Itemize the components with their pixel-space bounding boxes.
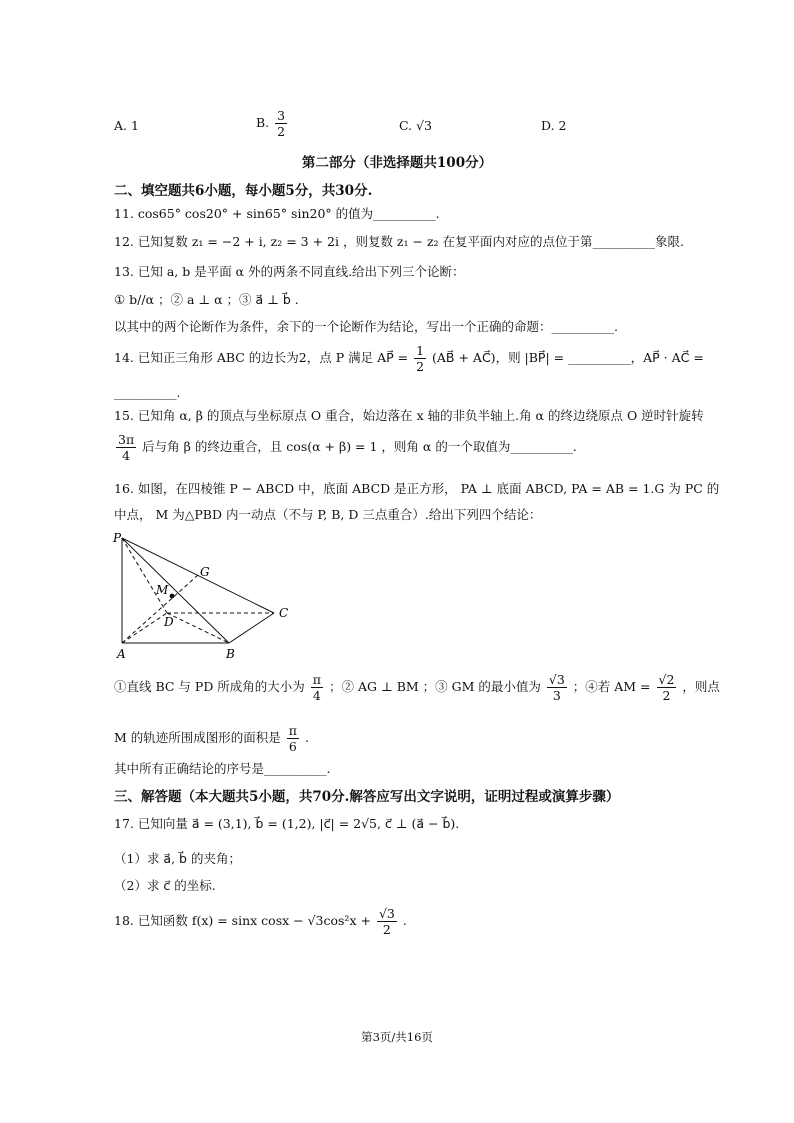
q15-fraction [116,432,136,463]
question-13-stem: 13. 已知 a, b 是平面 α 外的两条不同直线.给出下列三个论断： [114,264,465,279]
c4-fraction [657,672,677,703]
question-11: 11. cos65° cos20° + sin65° sin20° 的值为__________. [114,206,440,221]
q14-fraction [414,343,426,374]
question-15-line1: 15. 已知角 α, β 的顶点与坐标原点 O 重合，始边落在 x 轴的非负半轴上.角 α 的终边绕原点 O 逆时针旋转 [114,408,704,423]
question-12: 12. 已知复数 z₁ = −2 + i, z₂ = 3 + 2i ，则复数 z₁ − z₂ 在复平面内对应的点位于第__________象限. [114,234,684,249]
edge-pb [122,538,229,643]
edge-bc [229,613,274,643]
q18-text: 18. 已知函数 f(x) = sinx cosx − √3cos²x + [114,913,371,928]
frac-den: 6 [288,739,297,754]
frac-num: √2 [658,672,675,687]
question-13-prompt: 以其中的两个论断作为条件，余下的一个论断作为结论，写出一个正确的命题：__________. [114,319,618,334]
frac-num: π [288,723,297,738]
frac-num: √3 [378,906,395,921]
label-m: M [156,583,169,597]
question-14 [114,343,704,374]
question-13-statements: ① b//α ；② a ⊥ α ；③ a⃗ ⊥ b⃗ . [114,292,299,307]
question-18 [114,906,694,937]
question-16-area [114,723,694,754]
part-two-title: 第二部分（非选择题共100分） [301,155,493,171]
question-16-line1: 16. 如图，在四棱锥 P − ABCD 中，底面 ABCD 是正方形， PA ⊥ 底面 ABCD, PA = AB = 1.G 为 PC 的 [114,481,720,496]
q15-text: 后与角 β 的终边重合，且 cos(α + β) = 1 ，则角 α 的一个取值为__________. [142,439,577,454]
label-b: B [226,647,235,661]
c1-text: ①直线 BC 与 PD 所成角的大小为 [114,679,305,694]
q18-fraction [377,906,397,937]
page-footer: 第3页/共16页 [361,1030,433,1044]
point-m [170,594,175,599]
option-b-fraction [275,108,287,139]
edge-db [167,613,229,643]
option-a: A. 1 [114,118,139,133]
frac-den: 3 [552,688,561,703]
question-16-answer: 其中所有正确结论的序号是__________. [114,761,331,776]
area-fraction [287,723,299,754]
label-c: C [279,606,289,620]
frac-den: 2 [416,359,425,374]
option-d: D. 2 [541,118,567,133]
c4-post: ，则点 [682,679,720,694]
pyramid-figure [112,530,302,662]
frac-den: 4 [122,448,131,463]
frac-den: 2 [277,124,286,139]
c3-fraction [547,672,567,703]
frac-num: π [312,672,322,687]
question-17-part1: （1）求 a⃗, b⃗ 的夹角； [114,851,241,866]
area-text: M 的轨迹所围成图形的面积是 [114,730,281,745]
question-17-part2: （2）求 c⃗ 的坐标. [114,878,216,893]
q14-text-b: (AB⃗ + AC⃗)，则 |BP⃗| = __________，AP⃗ · AC⃗ = [432,350,704,365]
frac-den: 2 [662,688,671,703]
area-post: . [304,730,309,745]
question-16-conclusions [114,672,720,703]
label-g: G [200,565,210,579]
edge-ad [122,613,167,643]
c4-text: ；④若 AM = [572,679,651,694]
q18-post: . [402,913,407,928]
question-14-cont: __________. [114,385,181,400]
option-c: C. √3 [399,118,432,133]
question-17: 17. 已知向量 a⃗ = (3,1), b⃗ = (1,2), |c⃗| = 2√5, c⃗ ⊥ (a⃗ − b⃗). [114,816,460,831]
frac-num: √3 [548,672,565,687]
option-b-label: B. [256,115,270,130]
frac-den: 2 [382,922,391,937]
label-a: A [117,647,126,661]
c2-text: ；② AG ⊥ BM ；③ GM 的最小值为 [329,679,541,694]
section-three-heading: 三、解答题（本大题共5小题，共70分.解答应写出文字说明，证明过程或演算步骤） [114,789,620,805]
frac-num: 3 [277,108,286,123]
option-b [256,108,289,139]
frac-num: 3π [118,432,135,447]
frac-num: 1 [416,343,425,358]
c1-fraction [311,672,323,703]
q14-text-a: 14. 已知正三角形 ABC 的边长为2，点 P 满足 AP⃗ = [114,350,409,365]
label-d: D [164,615,174,629]
pyramid-diagram [112,530,302,662]
label-p: P [113,531,122,545]
frac-den: 4 [312,688,321,703]
section-two-heading: 二、填空题共6小题，每小题5分，共30分. [114,183,373,199]
question-16-line2: 中点， M 为△PBD 内一动点（不与 P, B, D 三点重合）.给出下列四个结论： [114,507,542,522]
question-15-line2 [114,432,694,463]
